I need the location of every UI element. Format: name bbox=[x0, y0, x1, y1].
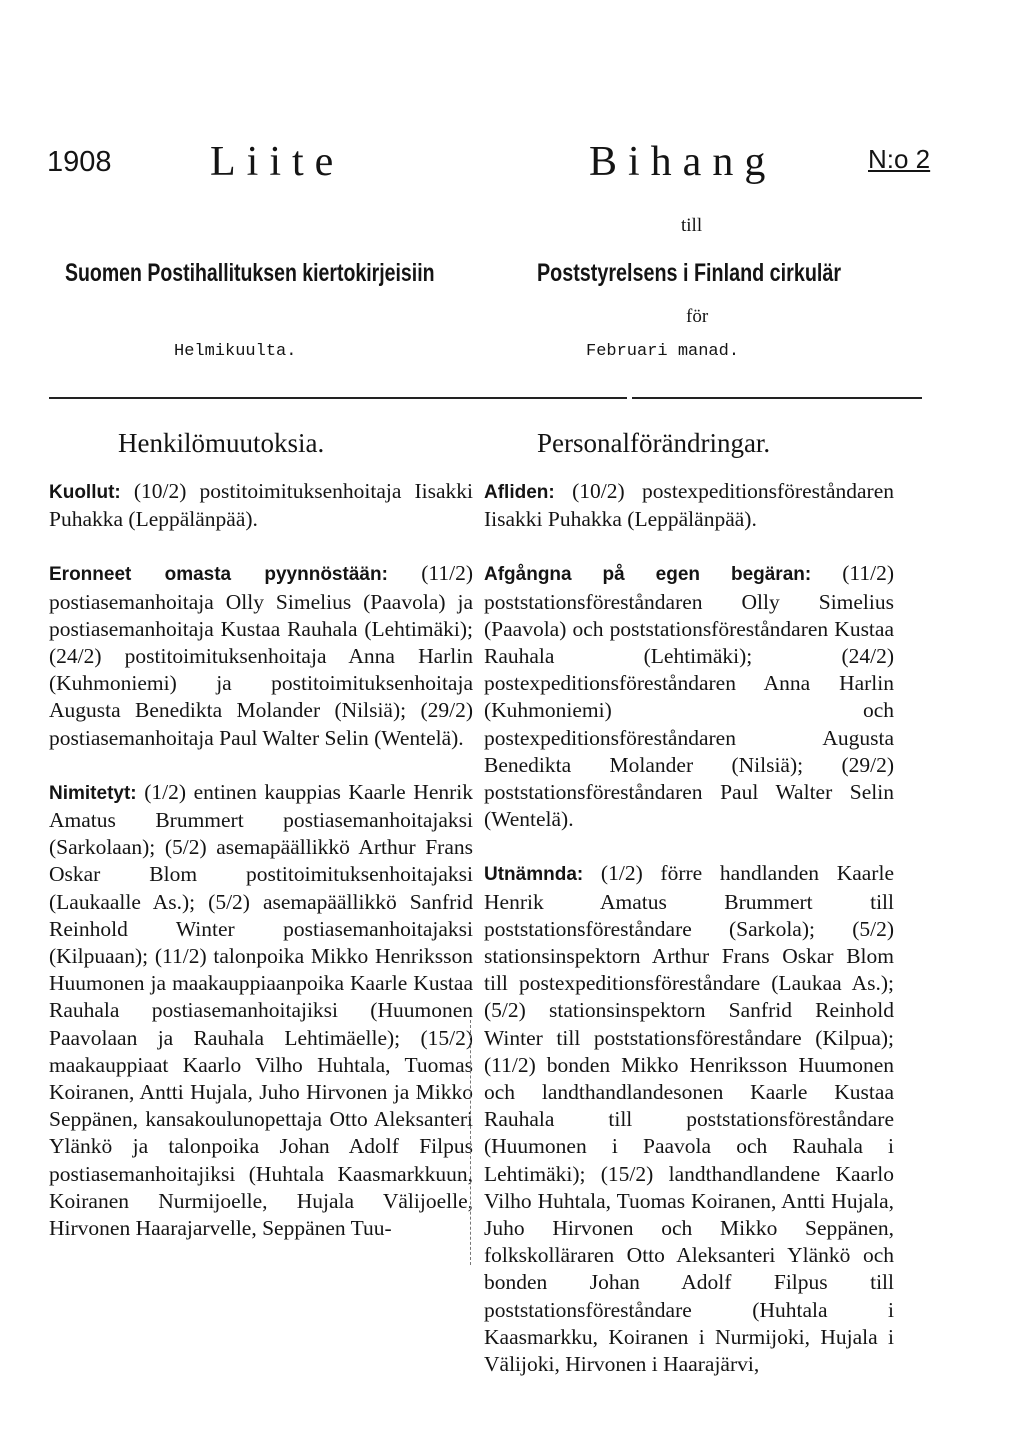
text-appointed-sv: (1/2) förre handlanden Kaarle Henrik Amatus Brummert till poststationsföreståndare (Sarkola); (5/2) stationsinspektorn Arthur Frans Oskar Blom till postexpeditionsföreståndare (Laukaa As.); (5/2) stationsinspektorn Sanfrid Reinhold Winter till poststationsföreståndare (Kilpua); (11/2) bonden Mikko Henriksson Huumonen och landthandlandesonen Kaarle Kustaa Rauhala till poststationsföreståndare (Huumonen i Paavola och Rauhala i Lehtimäki); (15/2) landthandlandene Kaarlo Vilho Huhtala, Tuomas Koiranen, Antti Hujala, Juho Hirvonen och Mikko Seppänen, folkskolläraren Otto Aleksanteri Ylänkö och bonden Johan Adolf Filpus till poststationsföreståndare (Huhtala i Kaasmarkku, Koiranen i Nurmijoki, Hujala i Välijoki, Hirvonen i Haarajärvi, bbox=[484, 861, 894, 1377]
month-finnish: Helmikuulta. bbox=[174, 342, 297, 361]
subtitle-finnish: Suomen Postihallituksen kiertokirjeisiin bbox=[65, 259, 435, 287]
label-deceased-fi: Kuollut: bbox=[49, 482, 121, 503]
text-deceased-fi: (10/2) postitoimituksenhoitaja Iisakki Puhakka (Leppälänpää). bbox=[49, 479, 473, 532]
label-resigned-fi: Eronneet omasta pyynnöstään: bbox=[49, 564, 388, 586]
paragraph-appointed-fi bbox=[49, 779, 473, 1242]
paragraph-deceased-fi bbox=[49, 478, 473, 533]
label-appointed-sv: Utnämnda: bbox=[484, 864, 584, 886]
text-resigned-sv: (11/2) poststationsföreståndaren Olly Simelius (Paavola) och poststationsföreståndaren Kustaa Rauhala (Lehtimäki); (24/2) postexpeditionsföreståndaren Anna Harlin (Kuhmoniemi) och postexpeditionsföreståndaren Augusta Benedikta Molander (Nilsiä); (29/2) poststationsföreståndaren Paul Walter Selin (Wentelä). bbox=[484, 561, 895, 832]
paragraph-appointed-sv bbox=[484, 860, 894, 1378]
header-rule-right bbox=[632, 397, 922, 399]
label-deceased-sv: Afliden: bbox=[484, 482, 555, 503]
till-word: till bbox=[681, 215, 703, 236]
title-finnish: Liite bbox=[210, 139, 345, 185]
issue-number: N:o 2 bbox=[868, 144, 931, 174]
column-swedish bbox=[484, 478, 894, 1405]
column-divider bbox=[470, 1020, 472, 1265]
title-swedish: Bihang bbox=[589, 139, 777, 185]
subtitle-swedish: Poststyrelsens i Finland cirkulär bbox=[537, 259, 842, 287]
header-rule-left bbox=[49, 397, 627, 399]
year: 1908 bbox=[47, 146, 112, 178]
heading-finnish: Henkilömuutoksia. bbox=[118, 428, 325, 458]
paragraph-deceased-sv bbox=[484, 478, 894, 533]
month-swedish: Februari manad. bbox=[586, 342, 740, 361]
label-appointed-fi: Nimitetyt: bbox=[49, 782, 137, 804]
for-word: för bbox=[686, 306, 709, 327]
paragraph-resigned-sv bbox=[484, 560, 894, 833]
text-appointed-fi: (1/2) entinen kauppias Kaarle Henrik Amatus Brummert postiasemanhoitajaksi (Sarkolaan); (5/2) asemapäällikkö Arthur Frans Oskar Blom postitoimituksenhoitajaksi (Laukaalle As.); (5/2) asemapäällikkö Sanfrid Reinhold Winter postiasemanhoitajaksi (Kilpuaan); (11/2) talonpoika Mikko Henriksson Huumonen ja maakauppiaanpoika Kaarle Kustaa Rauhala postiasemanhoitajiksi (Huumonen Paavolaan ja Rauhala Lehtimäelle); (15/2) maakauppiaat Kaarlo Vilho Huhtala, Tuomas Koiranen, Antti Hujala, Juho Hirvonen ja Mikko Seppänen, kansakoulunopettaja Otto Aleksanteri Ylänkö ja talonpoika Johan Adolf Filpus postiasemanhoitajiksi (Huhtala Kaasmarkkuun, Koiranen Nurmijoelle, Hujala Välijoelle, Hirvonen Haarajarvelle, Seppänen Tuu- bbox=[49, 779, 473, 1241]
text-deceased-sv: (10/2) postexpeditionsföreståndaren Iisakki Puhakka (Leppälänpää). bbox=[484, 479, 894, 532]
text-resigned-fi: (11/2) postiasemanhoitaja Olly Simelius (Paavola) ja postiasemanhoitaja Kustaa Rauhala (Lehtimäki); (24/2) postitoimituksenhoitaja Anna Harlin (Kuhmoniemi) ja postitoimituksenhoitaja Augusta Benedikta Molander (Nilsiä); (29/2) postiasemanhoitaja Paul Walter Selin (Wentelä). bbox=[49, 561, 474, 750]
heading-swedish: Personalförändringar. bbox=[537, 428, 771, 458]
paragraph-resigned-fi bbox=[49, 560, 473, 751]
label-resigned-sv: Afgångna på egen begäran: bbox=[484, 564, 812, 586]
column-finnish bbox=[49, 478, 473, 1269]
